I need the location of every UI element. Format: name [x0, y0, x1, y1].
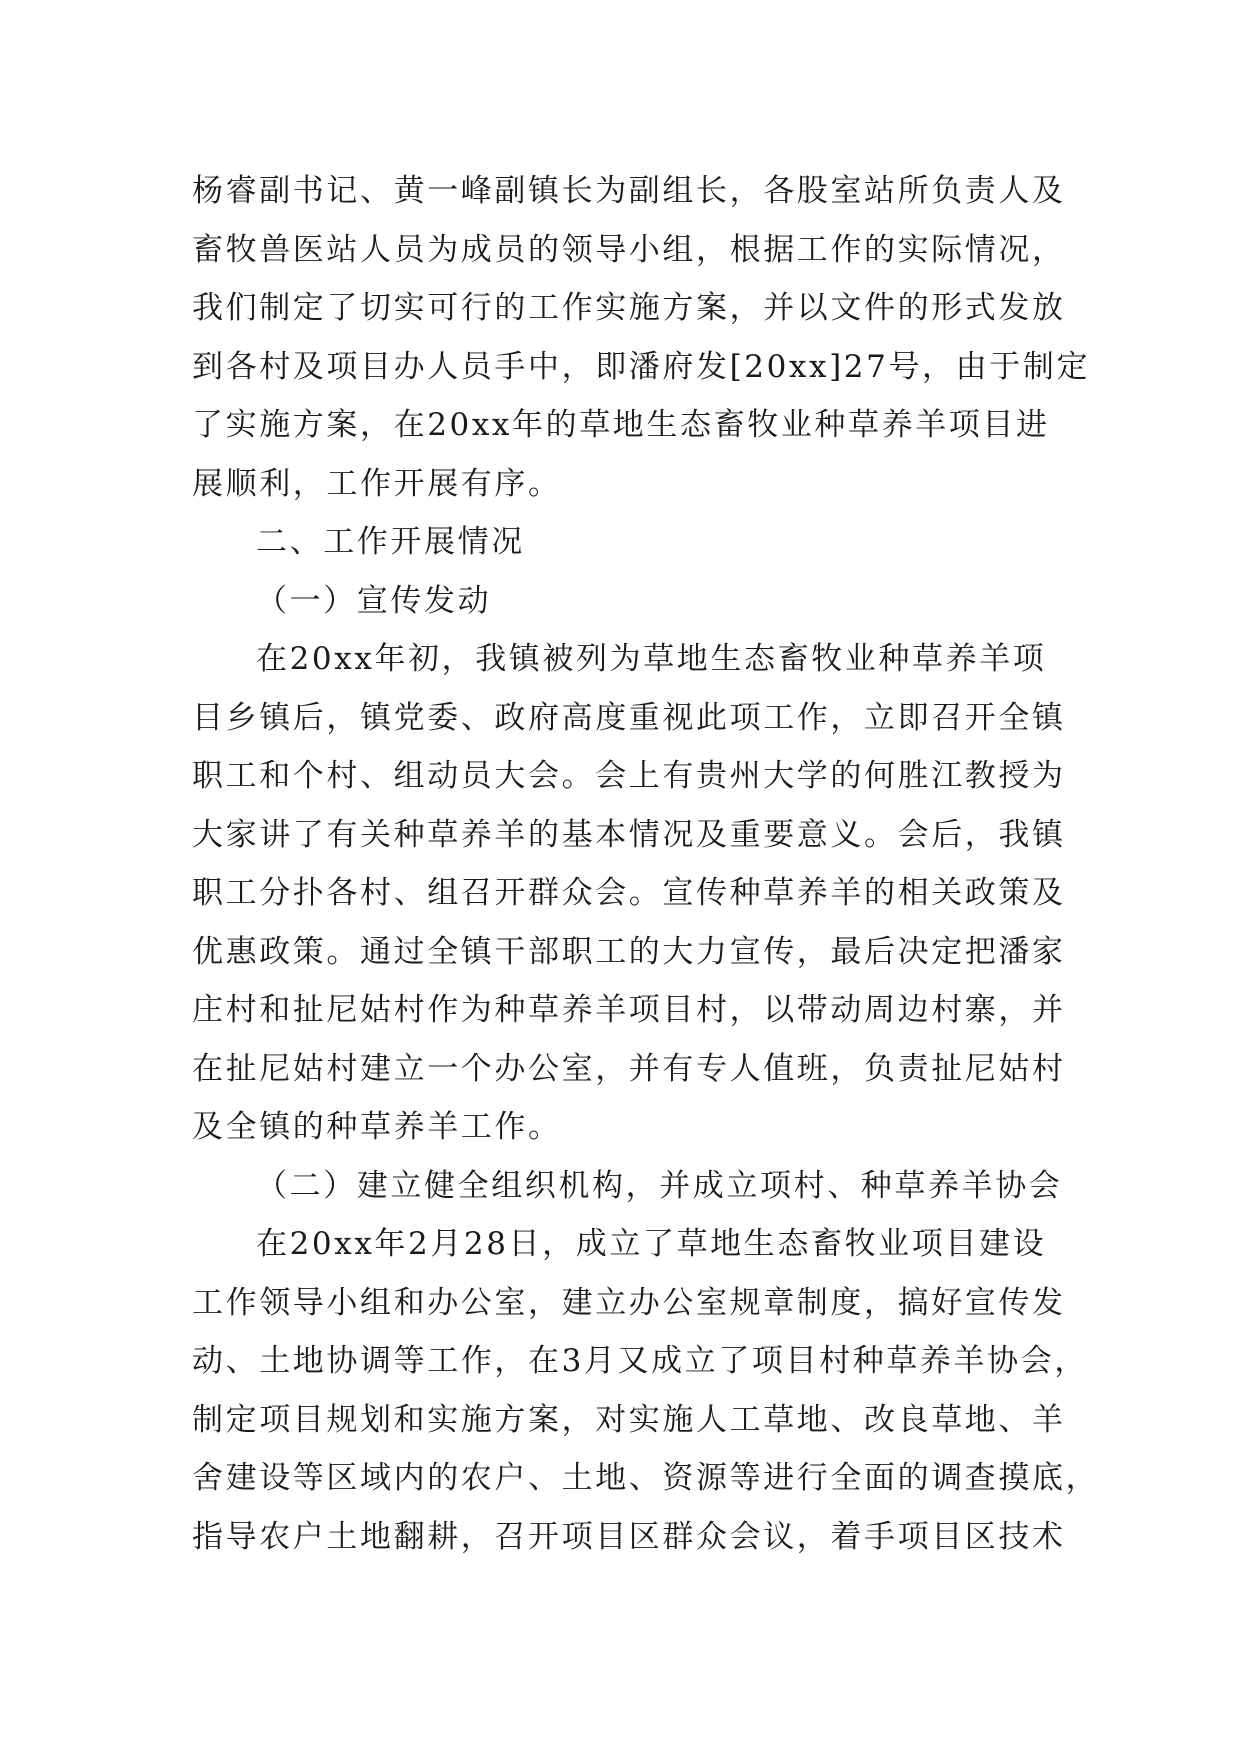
text-line: 制定项目规划和实施方案，对实施人工草地、改良草地、羊: [192, 1401, 1066, 1438]
text-line: 到各村及项目办人员手中，即潘府发[20xx]27号，由于制定: [192, 348, 1091, 385]
text-line: 展顺利，工作开展有序。: [192, 465, 562, 502]
text-line: 畜牧兽医站人员为成员的领导小组，根据工作的实际情况，: [192, 231, 1066, 268]
subsection-heading: （二）建立健全组织机构，并成立项村、种草养羊协会: [256, 1167, 1063, 1204]
text-line: 舍建设等区域内的农户、土地、资源等进行全面的调查摸底，: [192, 1460, 1100, 1496]
document-body: [192, 162, 1100, 1566]
text-line: 动、土地协调等工作，在3月又成立了项目村种草养羊协会，: [192, 1343, 1088, 1379]
text-line: 杨睿副书记、黄一峰副镇长为副组长，各股室站所负责人及: [192, 173, 1066, 209]
text-line: 工作领导小组和办公室，建立办公室规章制度，搞好宣传发: [192, 1284, 1066, 1321]
text-line: 大家讲了有关种草养羊的基本情况及重要意义。会后，我镇: [192, 816, 1066, 853]
text-line: 职工分扑各村、组召开群众会。宣传种草养羊的相关政策及: [192, 875, 1066, 911]
section-heading: 二、工作开展情况: [256, 524, 525, 560]
paragraph-first-line: 在20xx年初，我镇被列为草地生态畜牧业种草养羊项: [256, 641, 1047, 677]
text-line: 了实施方案，在20xx年的草地生态畜牧业种草养羊项目进: [192, 407, 1050, 443]
text-line: 职工和个村、组动员大会。会上有贵州大学的何胜江教授为: [192, 758, 1066, 794]
text-line: 我们制定了切实可行的工作实施方案，并以文件的形式发放: [192, 290, 1066, 326]
text-line: 在扯尼姑村建立一个办公室，并有专人值班，负责扯尼姑村: [192, 1050, 1066, 1087]
text-line: 庄村和扯尼姑村作为种草养羊项目村，以带动周边村寨，并: [192, 992, 1066, 1028]
paragraph-first-line: 在20xx年2月28日，成立了草地生态畜牧业项目建设: [256, 1226, 1047, 1262]
text-line: 指导农户土地翻耕，召开项目区群众会议，着手项目区技术: [192, 1518, 1066, 1555]
text-line: 及全镇的种草养羊工作。: [192, 1109, 562, 1145]
text-line: 优惠政策。通过全镇干部职工的大力宣传，最后决定把潘家: [192, 933, 1066, 970]
subsection-heading: （一）宣传发动: [256, 582, 492, 619]
text-line: 目乡镇后，镇党委、政府高度重视此项工作，立即召开全镇: [192, 699, 1066, 736]
